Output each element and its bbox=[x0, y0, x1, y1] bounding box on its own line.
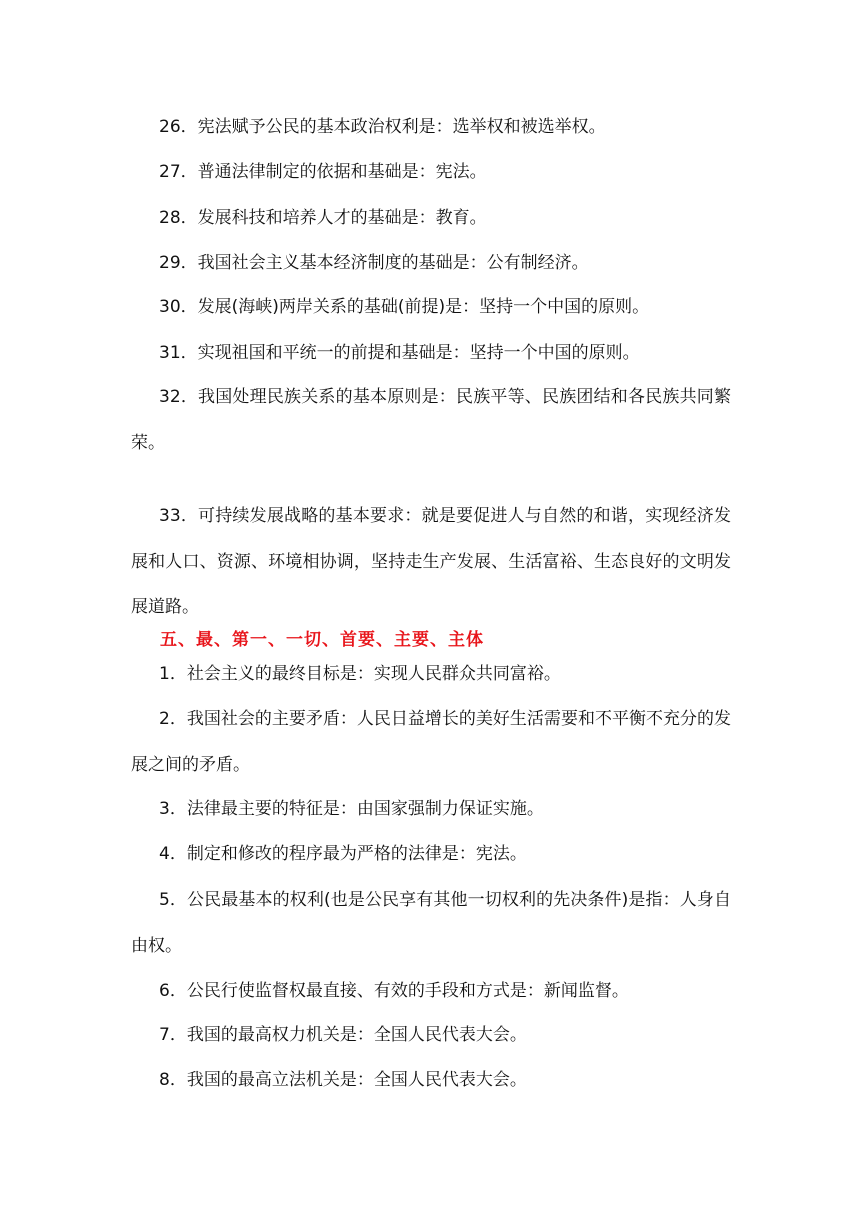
list-item: 29．我国社会主义基本经济制度的基础是：公有制经济。 bbox=[159, 253, 589, 273]
section-heading: 五、最、第一、一切、首要、主要、主体 bbox=[160, 630, 484, 650]
list-item: 27．普通法律制定的依据和基础是：宪法。 bbox=[159, 162, 487, 182]
list-item: 28．发展科技和培养人才的基础是：教育。 bbox=[159, 208, 487, 228]
list-item: 26．宪法赋予公民的基本政治权利是：选举权和被选举权。 bbox=[159, 117, 606, 137]
list-item: 3．法律最主要的特征是：由国家强制力保证实施。 bbox=[159, 799, 544, 819]
list-item: 33．可持续发展战略的基本要求：就是要促进人与自然的和谐，实现经济发展和人口、资源、环境相协调，坚持走生产发展、生活富裕、生态良好的文明发展道路。 bbox=[131, 506, 731, 618]
list-item: 7．我国的最高权力机关是：全国人民代表大会。 bbox=[159, 1025, 527, 1045]
list-item: 4．制定和修改的程序最为严格的法律是：宪法。 bbox=[159, 844, 527, 864]
list-item: 32．我国处理民族关系的基本原则是：民族平等、民族团结和各民族共同繁荣。 bbox=[131, 387, 731, 453]
list-item: 5．公民最基本的权利(也是公民享有其他一切权利的先决条件)是指：人身自由权。 bbox=[131, 890, 731, 956]
list-item: 30．发展(海峡)两岸关系的基础(前提)是：坚持一个中国的原则。 bbox=[159, 297, 650, 317]
list-item: 1．社会主义的最终目标是：实现人民群众共同富裕。 bbox=[159, 664, 561, 684]
list-item: 8．我国的最高立法机关是：全国人民代表大会。 bbox=[159, 1070, 527, 1090]
list-item: 31．实现祖国和平统一的前提和基础是：坚持一个中国的原则。 bbox=[159, 343, 640, 363]
list-item: 6．公民行使监督权最直接、有效的手段和方式是：新闻监督。 bbox=[159, 981, 629, 1001]
list-item: 2．我国社会的主要矛盾：人民日益增长的美好生活需要和不平衡不充分的发展之间的矛盾。 bbox=[131, 709, 731, 775]
